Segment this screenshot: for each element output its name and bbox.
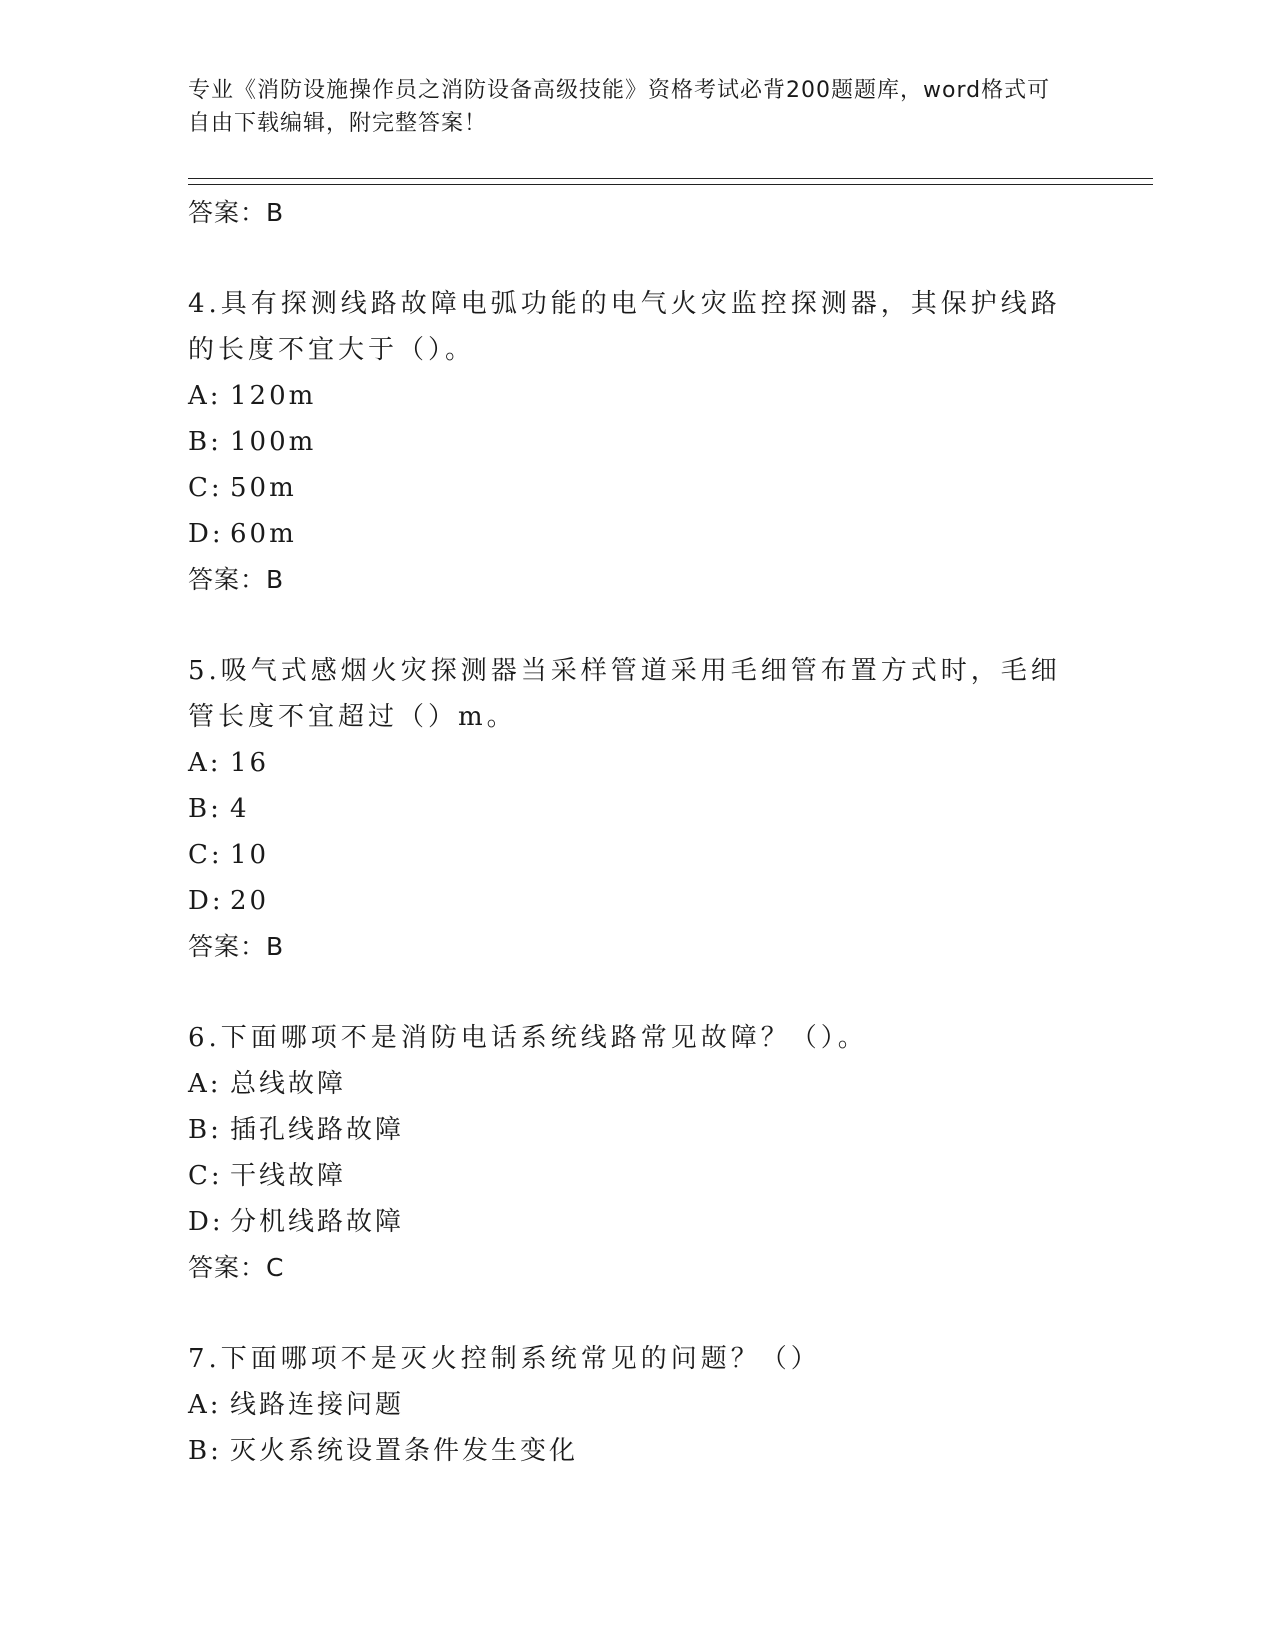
option-text: 总线故障 bbox=[230, 1069, 347, 1099]
option-text: 干线故障 bbox=[230, 1161, 347, 1191]
question-stem: 4.具有探测线路故障电弧功能的电气火灾监控探测器，其保护线路的长度不宜大于（）。 bbox=[188, 289, 1061, 365]
option-a bbox=[188, 740, 1088, 786]
option-c bbox=[188, 465, 1088, 511]
question-item bbox=[188, 1336, 1088, 1474]
option-text: 灭火系统设置条件发生变化 bbox=[230, 1436, 579, 1466]
option-d bbox=[188, 1199, 1088, 1245]
answer-line: 答案：B bbox=[188, 932, 285, 961]
question-item bbox=[188, 1015, 1088, 1291]
answer-line: 答案：B bbox=[188, 565, 285, 594]
option-letter: B: bbox=[188, 1436, 222, 1466]
option-letter: C: bbox=[188, 473, 223, 503]
option-letter: A: bbox=[188, 748, 222, 778]
option-text: 线路连接问题 bbox=[230, 1390, 405, 1420]
option-b bbox=[188, 419, 1088, 465]
option-letter: B: bbox=[188, 427, 222, 457]
question-item bbox=[188, 281, 1088, 603]
answer-line: 答案：B bbox=[188, 198, 285, 227]
option-text: 4 bbox=[230, 794, 250, 824]
option-text: 10 bbox=[230, 840, 270, 870]
option-letter: B: bbox=[188, 1115, 222, 1145]
option-c bbox=[188, 1153, 1088, 1199]
option-b bbox=[188, 786, 1088, 832]
option-text: 120m bbox=[230, 381, 317, 411]
option-a bbox=[188, 373, 1088, 419]
option-letter: D: bbox=[188, 886, 224, 916]
option-a bbox=[188, 1382, 1088, 1428]
option-b bbox=[188, 1428, 1088, 1474]
option-letter: A: bbox=[188, 1069, 222, 1099]
option-text: 插孔线路故障 bbox=[230, 1115, 405, 1145]
option-letter: D: bbox=[188, 519, 224, 549]
option-b bbox=[188, 1107, 1088, 1153]
answer-line: 答案：C bbox=[188, 1253, 285, 1282]
option-text: 分机线路故障 bbox=[230, 1207, 405, 1237]
option-text: 60m bbox=[230, 519, 297, 549]
option-d bbox=[188, 511, 1088, 557]
option-text: 16 bbox=[230, 748, 270, 778]
option-letter: B: bbox=[188, 794, 222, 824]
option-letter: C: bbox=[188, 1161, 223, 1191]
option-text: 20 bbox=[230, 886, 270, 916]
option-letter: D: bbox=[188, 1207, 224, 1237]
option-text: 50m bbox=[230, 473, 297, 503]
question-item bbox=[188, 648, 1088, 970]
option-a bbox=[188, 1061, 1088, 1107]
option-d bbox=[188, 878, 1088, 924]
option-letter: A: bbox=[188, 1390, 222, 1420]
document-header: 专业《消防设施操作员之消防设备高级技能》资格考试必背200题题库，word格式可自由下载编辑，附完整答案！ bbox=[188, 78, 1051, 136]
question-stem: 7.下面哪项不是灭火控制系统常见的问题？（） bbox=[188, 1344, 821, 1374]
option-text: 100m bbox=[230, 427, 317, 457]
header-divider-bottom bbox=[188, 184, 1153, 185]
option-letter: C: bbox=[188, 840, 223, 870]
header-divider-top bbox=[188, 178, 1153, 179]
question-stem: 5.吸气式感烟火灾探测器当采样管道采用毛细管布置方式时，毛细管长度不宜超过（）m。 bbox=[188, 656, 1061, 732]
question-stem: 6.下面哪项不是消防电话系统线路常见故障？（）。 bbox=[188, 1023, 868, 1053]
question-list bbox=[188, 190, 1088, 1474]
option-letter: A: bbox=[188, 381, 222, 411]
option-c bbox=[188, 832, 1088, 878]
